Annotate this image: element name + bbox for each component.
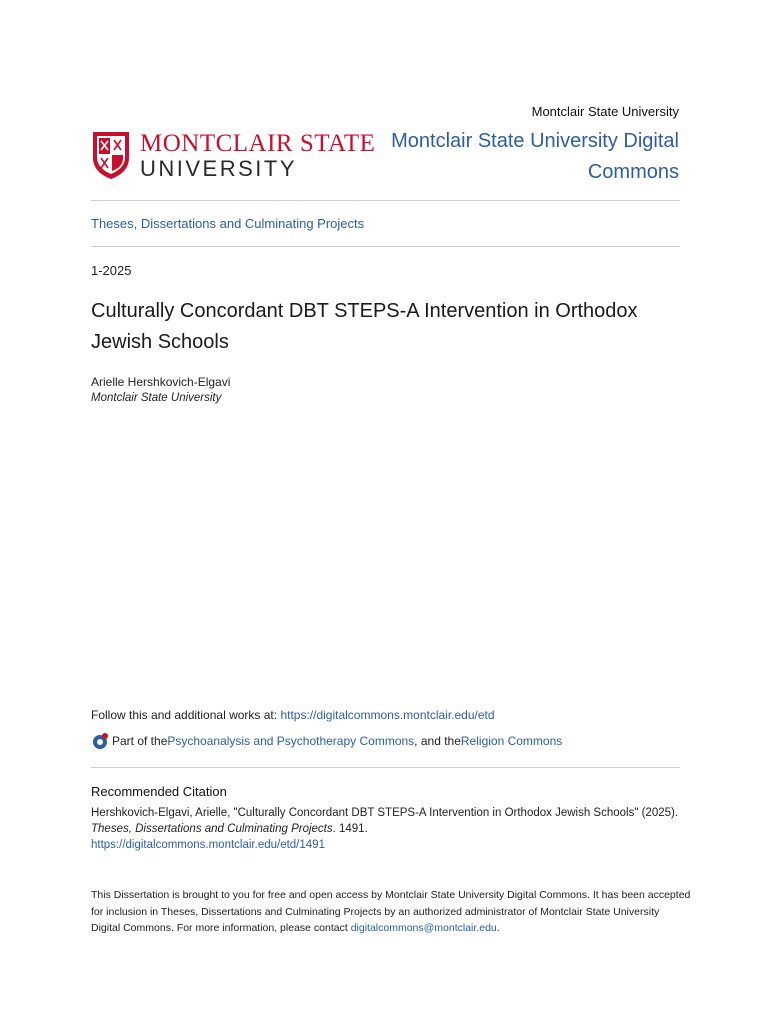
religion-commons-link[interactable]: Religion Commons: [460, 734, 563, 748]
follow-prefix: Follow this and additional works at:: [91, 708, 281, 722]
repository-name-link[interactable]: Montclair State University Digital Commons: [391, 130, 679, 183]
citation-text: [91, 805, 686, 853]
citation-number: . 1491.: [332, 823, 368, 835]
author-name: Arielle Hershkovich-Elgavi: [91, 375, 231, 389]
institution-name: Montclair State University: [531, 104, 679, 119]
citation-url-link[interactable]: https://digitalcommons.montclair.edu/etd/1491: [91, 839, 325, 851]
part-of-prefix: Part of the: [112, 734, 168, 748]
collection-link[interactable]: Theses, Dissertations and Culminating Projects: [91, 216, 365, 231]
part-of-middle: , and the: [414, 734, 461, 748]
citation-series: Theses, Dissertations and Culminating Projects: [91, 823, 333, 835]
part-of-line: [91, 732, 562, 750]
divider: [91, 246, 680, 247]
access-statement-end: .: [496, 922, 500, 934]
contact-email-link[interactable]: digitalcommons@montclair.edu: [350, 922, 497, 934]
recommended-citation-heading: Recommended Citation: [91, 784, 227, 799]
divider: [91, 200, 680, 201]
follow-url-link[interactable]: https://digitalcommons.montclair.edu/etd: [280, 708, 495, 722]
follow-line: [91, 708, 495, 722]
logo-wordmark-line2: UNIVERSITY: [140, 156, 298, 181]
citation-main: Hershkovich-Elgavi, Arielle, "Culturally Concordant DBT STEPS-A Intervention in Orthodox Jewish Schools" (2025).: [91, 807, 679, 819]
publication-date: 1-2025: [91, 263, 132, 278]
logo-wordmark-line1: MONTCLAIR STATE: [140, 130, 376, 157]
divider: [91, 767, 680, 768]
psychoanalysis-commons-link[interactable]: Psychoanalysis and Psychotherapy Commons: [167, 734, 415, 748]
access-statement: [91, 887, 691, 937]
author-affiliation: Montclair State University: [91, 392, 222, 404]
shield-logo-icon: [91, 130, 131, 180]
bepress-network-icon: [91, 732, 109, 750]
university-logo[interactable]: [91, 130, 131, 185]
document-title: Culturally Concordant DBT STEPS-A Intervention in Orthodox Jewish Schools: [91, 300, 638, 353]
access-statement-text: This Dissertation is brought to you for free and open access by Montclair State University Digital Commons. It has been accepted for inclusion in Theses, Dissertations and Culminating Projects by an authorized administrator of Montclair State University Digital Commons. For more information, please contact: [91, 889, 691, 934]
